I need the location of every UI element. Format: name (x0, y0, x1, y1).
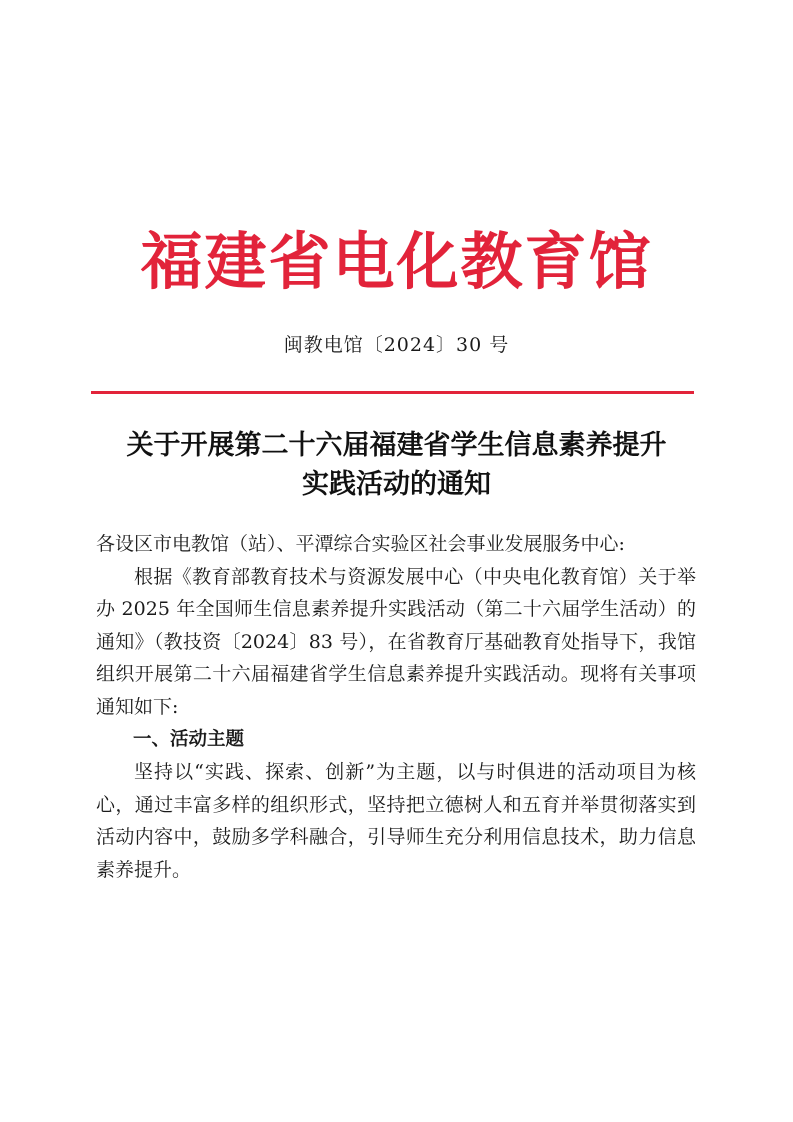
organization-header: 福建省电化教育馆 (140, 225, 653, 298)
paragraph-basis: 根据《教育部教育技术与资源发展中心（中央电化教育馆）关于举办 2025 年全国师生信息素养提升实践活动（第二十六届学生活动）的通知》（教技资〔2024〕83 号），在省教育厅基础教育处指导下，我馆组织开展第二十六届福建省学生信息素养提升实践活动。现将有关事项通知如下: (96, 565, 696, 718)
salutation: 各设区市电教馆（站）、平潭综合实验区社会事业发展服务中心: (96, 533, 625, 555)
notice-title (60, 426, 733, 504)
notice-title-line2: 实践活动的通知 (302, 469, 491, 500)
red-divider-line (91, 391, 694, 394)
section-heading-theme: 一、活动主题 (133, 728, 245, 750)
notice-body (96, 528, 696, 887)
paragraph-theme: 坚持以“实践、探索、创新”为主题，以与时俱进的活动项目为核心，通过丰富多样的组织形式，坚持把立德树人和五育并举贯彻落实到活动内容中，鼓励多学科融合，引导师生充分利用信息技术，助力信息素养提升。 (96, 761, 696, 881)
notice-title-line1: 关于开展第二十六届福建省学生信息素养提升 (126, 430, 667, 461)
document-number: 闽教电馆〔2024〕30 号 (283, 334, 510, 356)
